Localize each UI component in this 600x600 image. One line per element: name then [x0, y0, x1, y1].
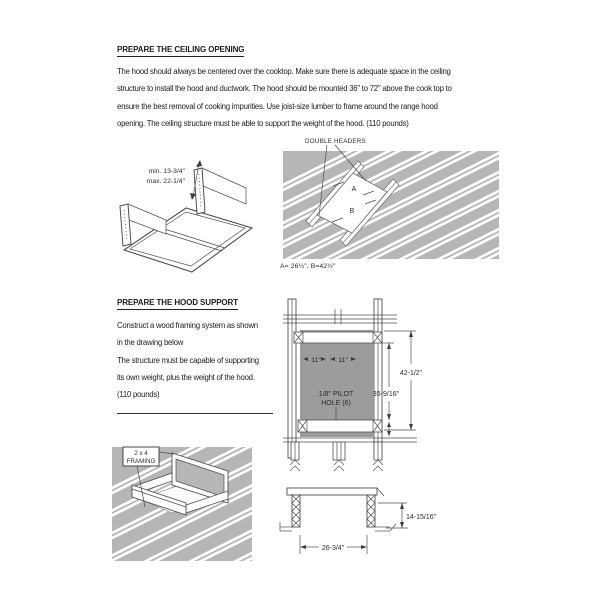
- ceiling-bracket-diagram: [104, 146, 270, 282]
- support-paragraph: [117, 317, 259, 403]
- pilot-hole-label-line2: HOLE (6): [321, 400, 351, 407]
- framing-callout-line1: 2 x 4: [134, 450, 148, 457]
- ceiling-paragraph: [117, 63, 452, 132]
- dim-label-26-3-4: 26-3/4": [321, 545, 345, 552]
- section-heading-hood-support: PREPARE THE HOOD SUPPORT: [117, 298, 238, 310]
- dim-label-min: min. 13-3/4": [148, 168, 185, 175]
- section-heading-ceiling-opening: PREPARE THE CEILING OPENING: [117, 45, 244, 57]
- bottom-cross-rail: [298, 420, 382, 432]
- framing-diagram: [106, 441, 256, 567]
- dim-label-b: B: [349, 208, 355, 215]
- body-line: The structure must be capable of supporting: [117, 355, 259, 365]
- left-post: [292, 495, 300, 527]
- dim-label-14-15-16: 14-15/16": [406, 514, 437, 521]
- pilot-hole-label-line1: 1/8" PILOT: [318, 391, 354, 398]
- body-line: (110 pounds): [117, 390, 160, 400]
- width-dimension: [300, 535, 367, 554]
- divider-line: [117, 413, 273, 414]
- dim-label-11-right: 11": [338, 357, 348, 364]
- top-cross-rail: [294, 332, 382, 343]
- body-line: The hood should always be centered over the cooktop. Make sure there is adequate space in the ceiling: [117, 67, 451, 76]
- support-front-diagram: [278, 296, 454, 476]
- dim-label-a: A: [351, 186, 357, 193]
- opening-dimensions-caption: A= 26¼", B=42½": [280, 263, 336, 270]
- double-headers-diagram: [281, 131, 501, 263]
- body-line: in the drawing below: [117, 338, 184, 348]
- support-section-diagram: [278, 472, 458, 570]
- body-line: opening. The ceiling structure must be able to support the weight of the hood. (110 pounds): [117, 118, 409, 128]
- framing-callout-line2: FRAMING: [126, 458, 156, 465]
- depth-dimension: [378, 503, 437, 528]
- dim-label-max: max. 22-1/4": [146, 178, 185, 185]
- right-post: [367, 495, 375, 527]
- break-marks: [290, 460, 383, 471]
- body-line: structure to install the hood and ductwork. The hood should be mounted 36" to 72" above the cook top to: [117, 84, 452, 94]
- body-line: ensure the best removal of cooking impurities. Use joist-size lumber to frame around the range hood: [117, 101, 438, 111]
- dim-label-42-1-2: 42-1/2": [399, 370, 423, 377]
- body-line: its own weight, plus the weight of the hood.: [117, 372, 255, 382]
- dim-label-35-9-16: 35-9/16": [372, 391, 400, 398]
- double-headers-callout: DOUBLE HEADERS: [305, 138, 366, 145]
- body-line: Construct a wood framing system as shown: [117, 321, 258, 330]
- dim-label-11-left: 11": [311, 357, 321, 364]
